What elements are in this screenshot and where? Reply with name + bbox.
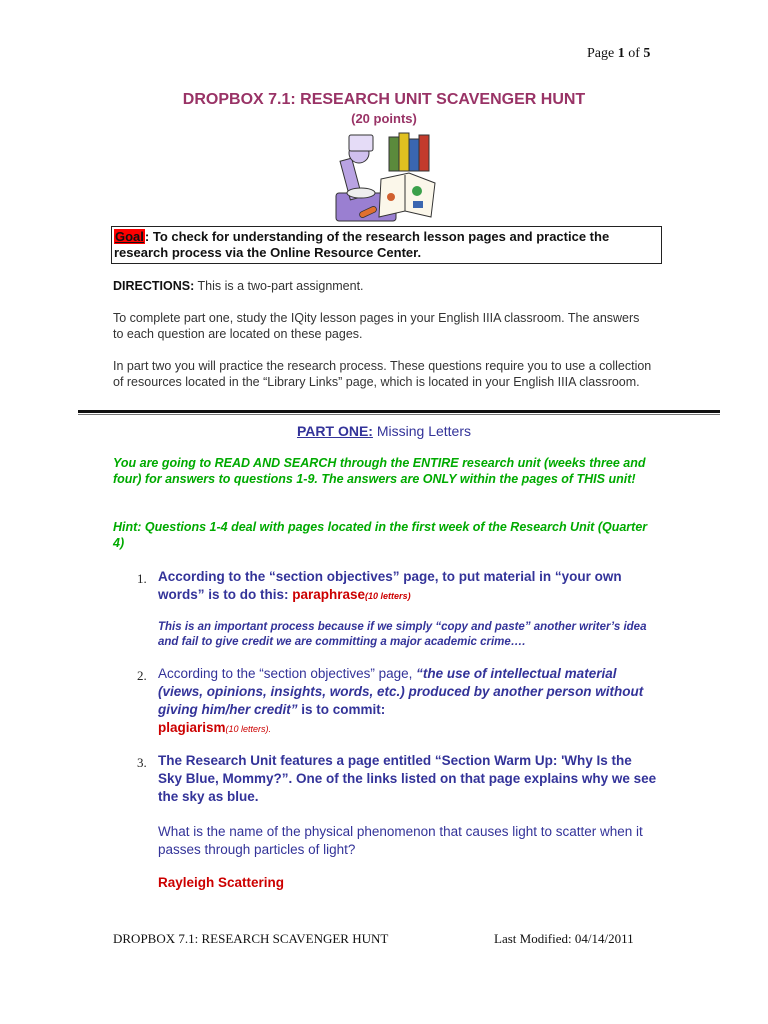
hint-text: Hint: Questions 1-4 deal with pages located in the first week of the Research Unit (Quarter 4)	[113, 520, 648, 550]
question-number: 2.	[137, 668, 147, 683]
goal-text: : To check for understanding of the research lesson pages and practice the research process via the Online Resource Center.	[114, 229, 610, 260]
goal-statement	[114, 229, 654, 261]
page-title: DROPBOX 7.1: RESEARCH UNIT SCAVENGER HUNT	[182, 91, 586, 108]
question-1-answer: paraphrase	[292, 587, 366, 602]
part-one-heading	[0, 423, 768, 439]
directions-text: This is a two-part assignment.	[194, 279, 364, 293]
question-number: 3.	[137, 755, 147, 770]
microscope-books-clipart	[331, 131, 441, 225]
footer-title: DROPBOX 7.1: RESEARCH SCAVENGER HUNT	[113, 931, 389, 946]
section-divider	[78, 410, 720, 413]
page-total: 5	[643, 46, 651, 61]
section-divider-shadow	[78, 414, 720, 415]
question-number: 1.	[137, 571, 147, 586]
part-two-instructions: In part two you will practice the research process. These questions require you to use a collection of resources located in the “Library Links” page, which is located in your English IIIA classroom.	[113, 359, 652, 389]
question-1-note: This is an important process because if we simply “copy and paste” another writer’s idea and fail to give credit we are committing a major academic crime….	[158, 621, 647, 648]
part-one-subtitle: Missing Letters	[372, 423, 471, 439]
question-2	[158, 665, 658, 738]
part-one-instructions: To complete part one, study the IQity lesson pages in your English IIIA classroom. The answers to each question are located on these pages.	[113, 311, 640, 341]
directions-label: DIRECTIONS:	[113, 279, 195, 293]
goal-label: Goal	[115, 229, 144, 244]
question-1	[158, 568, 658, 605]
page-current: 1	[617, 46, 625, 61]
directions	[113, 278, 364, 294]
page-of: of	[624, 46, 644, 61]
points-subtitle: (20 points)	[351, 111, 417, 126]
page-prefix: Page	[587, 46, 618, 61]
question-2-answer: plagiarism	[158, 720, 226, 735]
question-1-hint: (10 letters)	[365, 591, 411, 601]
question-1-text: According to the “section objectives” page, to put material in “your own words” is to do this:	[158, 569, 622, 602]
question-2-text: According to the “section objectives” page,	[158, 666, 417, 681]
page-number	[587, 46, 650, 62]
question-3-subquestion: What is the name of the physical phenomenon that causes light to scatter when it passes through particles of light?	[158, 824, 643, 857]
question-3: The Research Unit features a page entitled “Section Warm Up: 'Why Is the Sky Blue, Mommy?”. One of the links listed on that page explains why we see the sky as blue.	[158, 753, 657, 804]
part-one-label: PART ONE:	[296, 423, 373, 439]
question-2-end: is to commit:	[297, 702, 386, 717]
question-2-hint: (10 letters).	[225, 724, 272, 734]
search-instruction: You are going to READ AND SEARCH through the ENTIRE research unit (weeks three and four) for answers to questions 1-9. The answers are ONLY within the pages of THIS unit!	[113, 456, 646, 486]
question-2-quote: “the use of intellectual material (views, opinions, insights, words, etc.) produced by another person without giving him/her credit”	[158, 666, 644, 717]
question-3-answer: Rayleigh Scattering	[158, 875, 285, 890]
footer-modified-date: Last Modified: 04/14/2011	[494, 931, 634, 946]
